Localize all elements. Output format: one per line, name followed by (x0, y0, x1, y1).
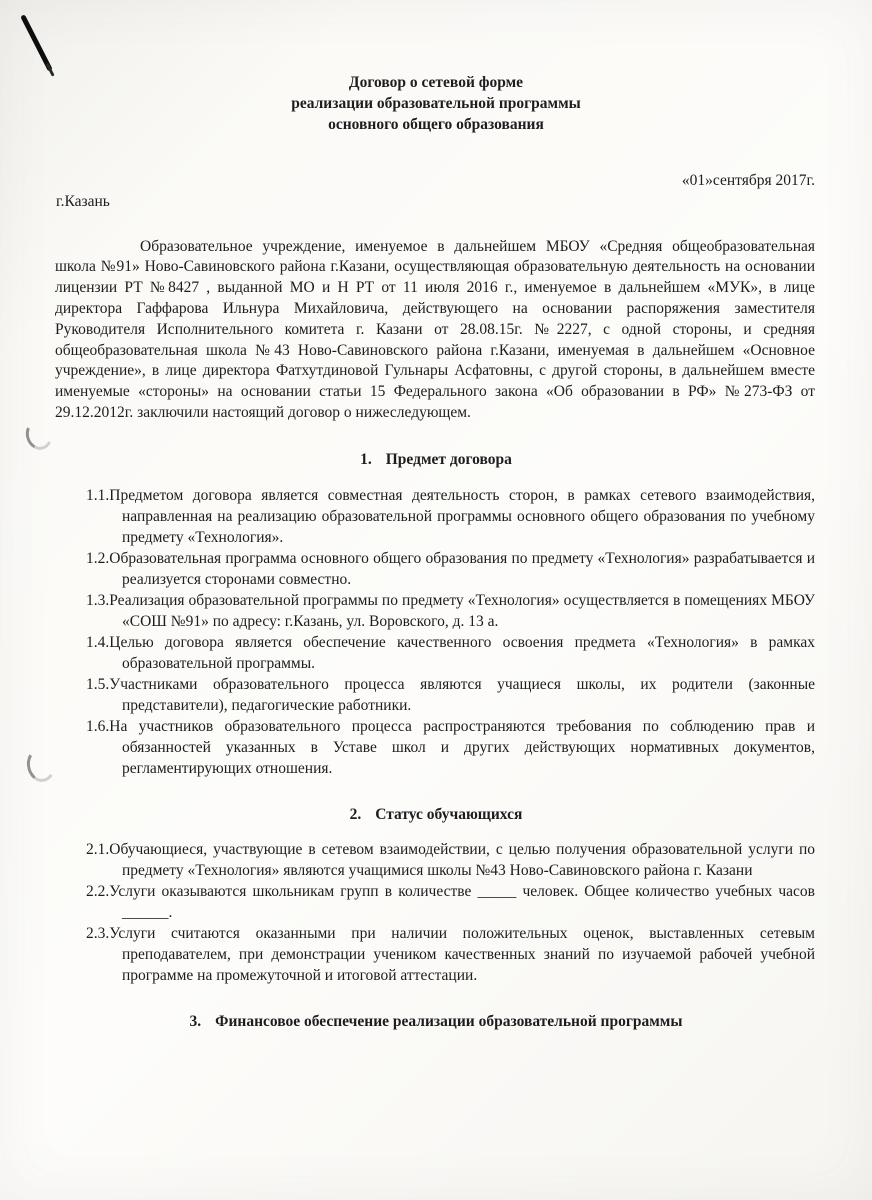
section-1-title: Предмет договора (385, 450, 512, 468)
document-city: г.Казань (56, 192, 110, 210)
title-line-3: основного общего образования (328, 116, 544, 133)
title-line-2: реализации образовательной программы (291, 95, 581, 112)
list-item: 2.1.Обучающиеся, участвующие в сетевом взаимодействии, с целью получения образовательной услуги по предмету «Технология» являются учащимися школы №43 Ново-Савиновского района г. Казани (86, 841, 815, 880)
list-item: 1.2.Образовательная программа основного общего образования по предмету «Технология» разрабатывается и реализуется сторонами совместно. (86, 549, 815, 588)
list-item: 1.4.Целью договора является обеспечение качественного освоения предмета «Технология» в рамках образовательной программы. (86, 633, 815, 672)
section-2-heading (0, 805, 872, 826)
preamble-paragraph: Образовательное учреждение, именуемое в дальнейшем МБОУ «Средняя общеобразовательная школа №91» Ново-Савиновского района г.Казани, осуществляющая образовательную деятельность на основании лицензии РТ №8427 , выданной МО и Н РТ от 11 июля 2016 г., именуемое в дальнейшем «МУК», в лице директора Гаффарова Ильнура Михайловича, действующего на основании распоряжения заместителя Руководителя Исполнительного комитета г. Казани от 28.08.15г. №2227, с одной стороны, и средняя общеобразовательная школа №43 Ново-Савиновского района г.Казани, именуемая в дальнейшем «Основное учреждение», в лице директора Фатхутдиновой Гульнары Асфатовны, с другой стороны, в дальнейшем вместе именуемые «стороны» на основании статьи 15 Федерального закона «Об образовании в РФ» №273-ФЗ от 29.12.2012г. заключили настоящий договор о нижеследующем. (55, 237, 815, 421)
document-title (0, 72, 872, 135)
list-item: 2.2.Услуги оказываются школьникам групп в количестве _____ человек. Общее количество учебных часов ______. (86, 883, 815, 922)
list-item: 1.1.Предметом договора является совместная деятельность сторон, в рамках сетевого взаимодействия, направленная на реализацию образовательной программы основного общего образования по учебному предмету «Технология». (86, 486, 815, 546)
list-item: 2.3.Услуги считаются оказанными при наличии положительных оценок, выставленных сетевым преподавателем, при демонстрации учеником качественных знаний по изучаемой рабочей учебной программе на промежуточной и итоговой аттестации. (86, 925, 815, 985)
section-3-title: Финансовое обеспечение реализации образовательной программы (215, 1013, 683, 1031)
section-1-items (86, 485, 815, 779)
section-1-heading (0, 450, 872, 471)
title-line-1: Договор о сетевой форме (348, 74, 524, 91)
list-item: 1.3.Реализация образовательной программы по предмету «Технология» осуществляется в помещениях МБОУ «СОШ №91» по адресу: г.Казань, ул. Воровского, д. 13 а. (86, 591, 815, 630)
section-2-number: 2. (349, 805, 362, 823)
list-item: 1.5.Участниками образовательного процесса являются учащиеся школы, их родители (законные представители), педагогические работники. (86, 675, 815, 714)
section-3-number: 3. (189, 1013, 202, 1031)
document-date: «01»сентября 2017г. (681, 172, 815, 189)
list-item: 1.6.На участников образовательного процесса распространяются требования по соблюдению прав и обязанностей указанных в Уставе школ и других действующих нормативных документов, регламентирующих отношения. (86, 717, 815, 777)
section-2-items (86, 839, 815, 986)
section-2-title: Статус обучающихся (375, 805, 523, 823)
section-1-number: 1. (360, 450, 372, 468)
section-3-heading (0, 1012, 872, 1033)
date-city-block (56, 171, 815, 213)
